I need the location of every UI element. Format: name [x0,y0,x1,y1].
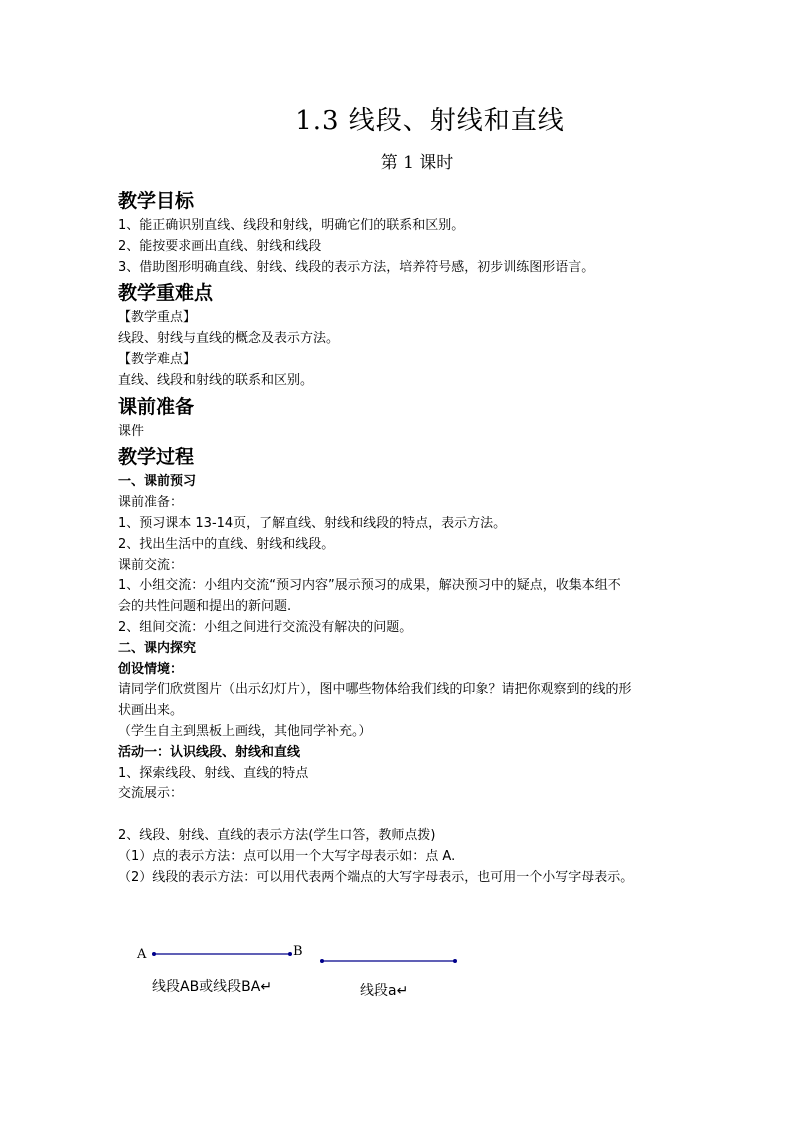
blank-line [118,805,698,826]
difficulty-label: 【教学难点】 [118,351,197,367]
difficulty-text: 直线、线段和射线的联系和区别。 [118,372,314,388]
point-b-dot [288,952,292,956]
activity-1-title: 活动一：认识线段、射线和直线 [118,744,301,760]
page-subtitle: 第 1 课时 [380,153,454,173]
preparation-text: 课件 [118,423,145,439]
page-title: 1.3 线段、射线和直线 [295,106,565,136]
section-1-line: 1、小组交流：小组内交流“预习内容”展示预习的成果，解决预习中的疑点，收集本组不 [118,578,621,594]
activity-1-line: 交流展示： [118,786,184,802]
document-body [118,186,698,888]
section-1-line: 会的共性问题和提出的新问题. [118,599,292,615]
segment-figure [0,940,794,1010]
section-2-title: 二、课内探究 [118,640,197,656]
activity-1-line: （1）点的表示方法：点可以用一个大写字母表示如：点 A. [118,848,456,864]
segment-a-end-dot [453,959,457,963]
focus-text: 线段、射线与直线的概念及表示方法。 [118,331,340,347]
point-a-dot [152,952,156,956]
section-1-line: 课前准备： [118,495,184,511]
key-points-heading: 教学重难点 [118,282,214,305]
section-2-line: 请同学们欣赏图片（出示幻灯片），图中哪些物体给我们线的印象？请把你观察到的线的形 [118,682,632,698]
segment-a-caption: 线段a↵ [360,983,409,999]
activity-1-line: 1、探索线段、射线、直线的特点 [118,765,309,781]
point-b-label: B [293,944,303,959]
preparation-heading: 课前准备 [118,395,195,418]
section-2-subtitle: 创设情境： [118,661,184,677]
objectives-heading: 教学目标 [118,190,195,212]
objective-item: 2、能按要求画出直线、射线和线段 [118,238,322,254]
segment-ab-caption: 线段AB或线段BA↵ [152,979,273,995]
objective-item: 1、能正确识别直线、线段和射线，明确它们的联系和区别。 [118,218,465,233]
activity-1-line: 2、线段、射线、直线的表示方法(学生口答，教师点拨) [118,827,436,843]
section-1-line: 2、找出生活中的直线、射线和线段。 [118,536,335,552]
process-heading: 教学过程 [118,446,195,469]
section-2-line: （学生自主到黑板上画线，其他同学补充。） [118,723,372,739]
point-a-label: A [137,947,147,962]
section-1-line: 课前交流： [118,557,184,573]
section-2-line: 状画出来。 [118,703,184,719]
segment-a-start-dot [320,959,324,963]
section-1-line: 1、预习课本 13-14页，了解直线、射线和线段的特点，表示方法。 [118,515,507,531]
objective-item: 3、借助图形明确直线、射线、线段的表示方法，培养符号感，初步训练图形语言。 [118,259,595,275]
section-1-line: 2、组间交流：小组之间进行交流没有解决的问题。 [118,619,413,635]
section-1-title: 一、课前预习 [118,474,197,490]
activity-1-line: （2）线段的表示方法：可以用代表两个端点的大写字母表示，也可用一个小写字母表示。 [118,869,634,885]
focus-label: 【教学重点】 [118,310,197,326]
